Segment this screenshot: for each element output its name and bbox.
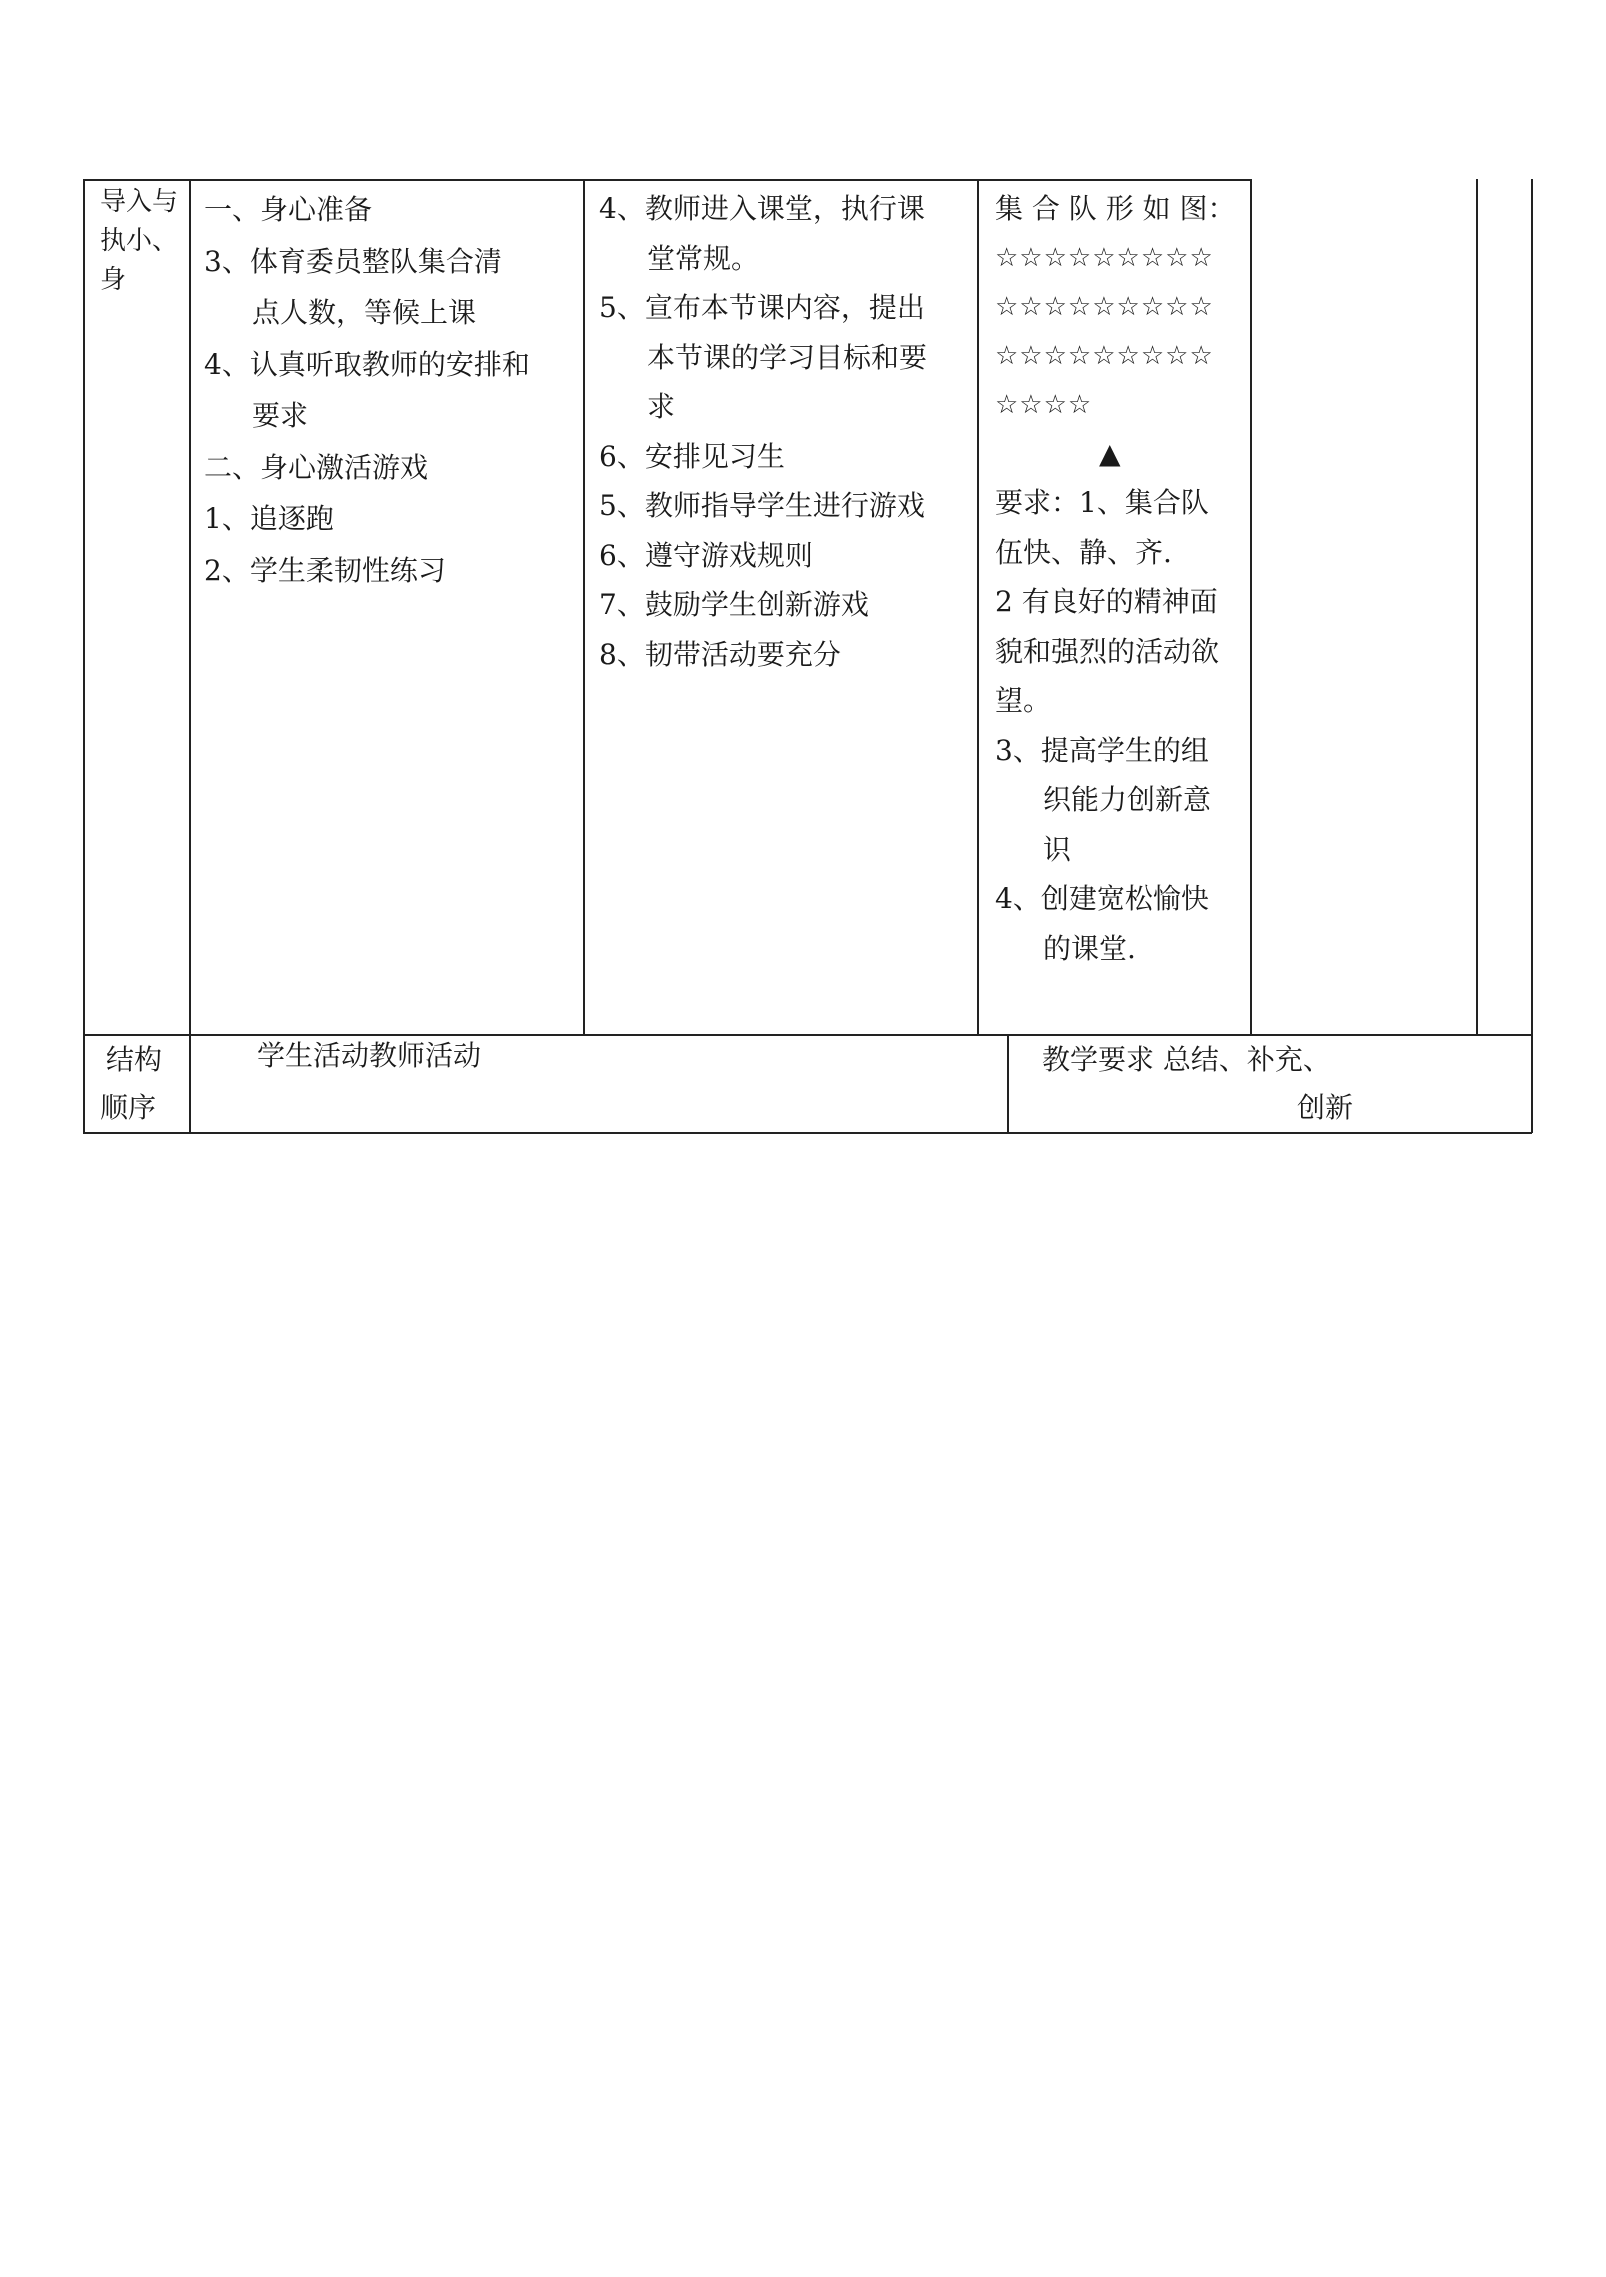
section-label <box>100 183 178 300</box>
col-divider-1 <box>189 179 191 1133</box>
student-activities <box>204 184 530 596</box>
list-item: 识 <box>1043 832 1072 866</box>
col-divider-3 <box>977 179 979 1035</box>
list-item: 二、身心激活游戏 <box>204 450 429 484</box>
list-item: 4、创建宽松愉快 <box>995 882 1209 915</box>
list-item: 6、遵守游戏规则 <box>599 538 813 572</box>
list-item: 要求：1、集合队 <box>995 486 1209 519</box>
structure-label-line: 结构 <box>106 1043 163 1076</box>
table-left-border <box>83 179 85 1133</box>
list-item: 5、宣布本节课内容，提出 <box>599 291 925 324</box>
list-item: 织能力创新意 <box>1043 783 1212 816</box>
col-divider-5 <box>1476 179 1478 1035</box>
list-item: 伍快、静、齐. <box>995 535 1172 569</box>
table-top-border <box>83 179 1251 181</box>
list-item: 求 <box>647 390 676 423</box>
teacher-activities <box>599 184 927 679</box>
col-divider-2 <box>583 179 585 1035</box>
list-item: 3、体育委员整队集合清 <box>204 244 502 278</box>
list-item: 2、学生柔韧性练习 <box>204 553 446 587</box>
requirement-header-line: 创新 <box>1297 1091 1354 1124</box>
list-item: 5、教师指导学生进行游戏 <box>599 489 925 522</box>
teacher-position-marker: ▲ <box>1099 437 1121 470</box>
row2-col-divider <box>1007 1034 1009 1133</box>
formation-stars-row: ☆☆☆☆☆☆☆☆☆ <box>995 341 1214 371</box>
list-item: 的课堂. <box>1043 931 1136 965</box>
list-item: 7、鼓励学生创新游戏 <box>599 588 869 621</box>
list-item: 貌和强烈的活动欲 <box>995 634 1220 668</box>
organization-column <box>995 184 1245 973</box>
table-bottom-border <box>83 1132 1532 1134</box>
list-item: 4、教师进入课堂，执行课 <box>599 192 925 225</box>
formation-stars-row: ☆☆☆☆☆☆☆☆☆ <box>995 243 1214 273</box>
list-item: 点人数，等候上课 <box>252 296 477 329</box>
list-item: 堂常规。 <box>647 241 760 275</box>
list-item: 3、提高学生的组 <box>995 733 1209 767</box>
formation-stars-row: ☆☆☆☆☆☆☆☆☆ <box>995 292 1214 322</box>
list-item: 要求 <box>252 399 309 432</box>
section-label-line: 执小、 <box>100 226 179 256</box>
structure-order-label <box>100 1036 162 1132</box>
table-right-border <box>1531 179 1533 1133</box>
structure-label-line: 顺序 <box>100 1091 157 1124</box>
col-divider-4 <box>1250 179 1252 1035</box>
teaching-requirement-header <box>1042 1036 1353 1132</box>
list-item: 4、认真听取教师的安排和 <box>204 347 530 381</box>
list-item: 一、身心准备 <box>204 193 373 226</box>
list-item: 1、追逐跑 <box>204 502 334 535</box>
formation-title: 集 合 队 形 如 图： <box>995 192 1236 225</box>
list-item: 望。 <box>995 684 1052 717</box>
section-label-line: 导入与 <box>100 187 179 217</box>
requirement-header-line: 教学要求 总结、补充、 <box>1042 1043 1331 1076</box>
formation-stars-row: ☆☆☆☆ <box>995 390 1093 420</box>
section-label-line: 身 <box>100 265 127 295</box>
activities-header: 学生活动教师活动 <box>257 1039 482 1072</box>
list-item: 6、安排见习生 <box>599 439 785 473</box>
list-item: 2 有良好的精神面 <box>995 585 1218 618</box>
list-item: 本节课的学习目标和要 <box>647 340 928 374</box>
requirements-list <box>995 478 1245 973</box>
list-item: 8、韧带活动要充分 <box>599 637 841 671</box>
